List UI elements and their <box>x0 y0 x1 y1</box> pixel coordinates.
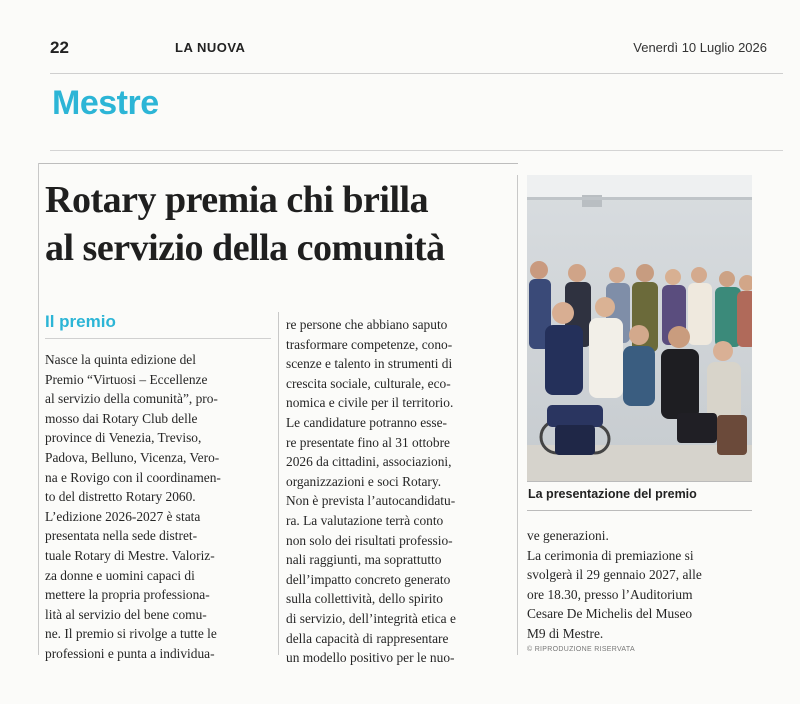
text-line: non solo dei risultati professio- <box>286 532 453 548</box>
text-line: province di Venezia, Treviso, <box>45 430 202 446</box>
text-line: Le candidature potranno esse- <box>286 414 447 430</box>
text-line: La cerimonia di premiazione si <box>527 547 694 563</box>
group-photo-illustration <box>527 175 752 481</box>
text-line: organizzazioni e soci Rotary. <box>286 473 442 489</box>
text-line: ve generazioni. <box>527 528 609 543</box>
article-column-3 <box>527 526 752 644</box>
caption-bottom-rule <box>527 510 752 511</box>
article-left-rule <box>38 163 39 655</box>
text-line: trasformare competenze, cono- <box>286 336 453 352</box>
text-line: Non è prevista l’autocandidatu- <box>286 493 456 509</box>
text-line: tuale Rotary di Mestre. Valoriz- <box>45 547 215 563</box>
text-line: di servizio, dell’integrità etica e <box>286 610 456 626</box>
caption-top-rule <box>527 481 752 482</box>
article-photo <box>527 175 752 481</box>
text-line: presentata nella sede distret- <box>45 528 198 544</box>
headline-line-2: al servizio della comunità <box>45 227 445 269</box>
text-line: ne. Il premio si rivolge a tutte le <box>45 626 217 642</box>
headline-line-1: Rotary premia chi brilla <box>45 179 429 221</box>
text-line: ore 18.30, presso l’Auditorium <box>527 586 693 602</box>
page-number: 22 <box>50 38 69 57</box>
section-title: Mestre <box>52 84 159 122</box>
text-line: Nasce la quinta edizione del <box>45 352 196 367</box>
text-line: dell’impatto concreto generato <box>286 571 451 587</box>
text-line: crescita sociale, culturale, eco- <box>286 375 451 391</box>
photo-caption: La presentazione del premio <box>528 487 697 501</box>
text-line: L’edizione 2026-2027 è stata <box>45 508 201 524</box>
article-right-rule <box>517 175 518 655</box>
text-line: Premio “Virtuosi – Eccellenze <box>45 371 208 387</box>
copyright-notice: © RIPRODUZIONE RISERVATA <box>527 646 635 653</box>
text-line: mosso dai Rotary Club delle <box>45 410 198 426</box>
column-rule-1 <box>278 312 279 655</box>
article-column-1 <box>45 350 271 664</box>
text-line: mettere la propria professiona- <box>45 587 210 603</box>
headline <box>45 176 515 272</box>
text-line: to del distretto Rotary 2060. <box>45 489 196 505</box>
text-line: nali raggiunti, ma soprattutto <box>286 552 442 568</box>
text-line: della capacità di rappresentare <box>286 630 449 646</box>
text-line: nomica e civile per il territorio. <box>286 395 454 411</box>
text-line: za donne e uomini capaci di <box>45 567 195 583</box>
kicker-rule <box>45 338 271 339</box>
text-line: Cesare De Michelis del Museo <box>527 606 693 622</box>
text-line: na e Rovigo con il coordinamen- <box>45 469 221 485</box>
section-rule <box>50 150 783 151</box>
text-line: svolgerà il 29 gennaio 2027, alle <box>527 567 702 583</box>
issue-date: Venerdì 10 Luglio 2026 <box>633 40 767 55</box>
text-line: Padova, Belluno, Vicenza, Vero- <box>45 449 220 465</box>
kicker: Il premio <box>45 312 116 331</box>
text-line: al servizio della comunità”, pro- <box>45 391 218 407</box>
text-line: un modello positivo per le nuo- <box>286 650 455 666</box>
text-line: ra. La valutazione terrà conto <box>286 512 444 528</box>
article-column-2 <box>286 315 511 668</box>
text-line: M9 di Mestre. <box>527 625 604 641</box>
text-line: re persone che abbiano saputo <box>286 317 448 332</box>
header-rule <box>50 73 783 74</box>
newspaper-name: LA NUOVA <box>175 40 246 55</box>
text-line: sulla collettività, dello spirito <box>286 591 443 607</box>
text-line: scenze e talento in strumenti di <box>286 356 453 372</box>
text-line: lità al servizio del bene comu- <box>45 606 207 622</box>
text-line: professioni e punta a individua- <box>45 645 215 661</box>
text-line: 2026 da cittadini, associazioni, <box>286 454 452 470</box>
text-line: re presentate fino al 31 ottobre <box>286 434 450 450</box>
article-top-rule <box>38 163 518 164</box>
